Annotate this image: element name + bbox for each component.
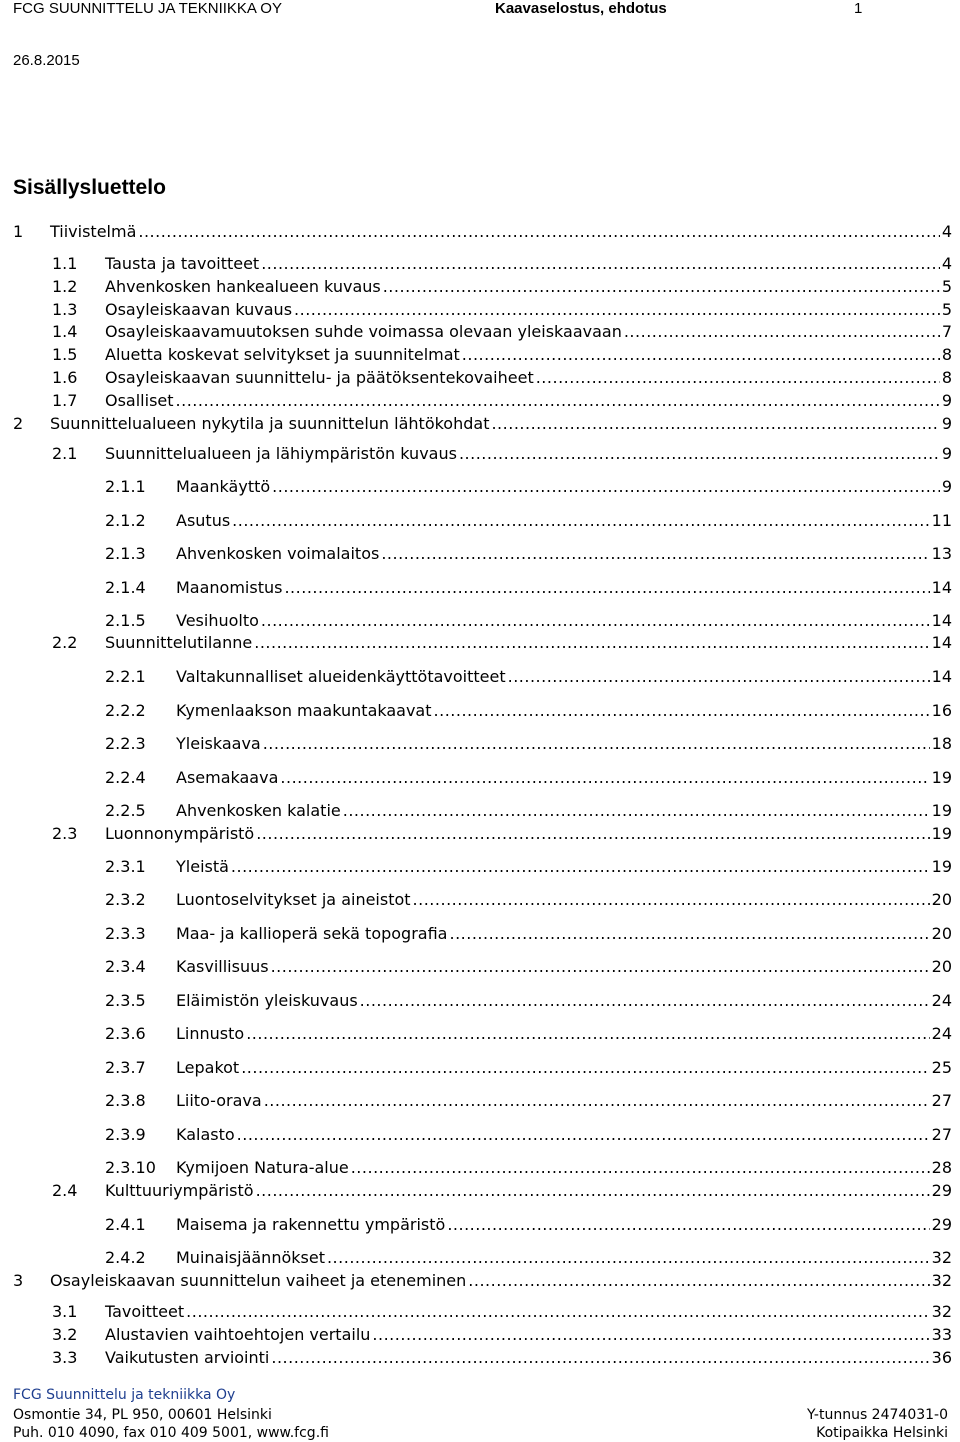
toc-entry-number: 1.3 [52,300,78,319]
header-page-number: 1 [854,0,863,17]
toc-entry-page: 27 [931,1091,952,1110]
toc-entry[interactable] [105,701,952,721]
toc-entry[interactable] [52,368,952,388]
header-document-title: Kaavaselostus, ehdotus [495,0,667,17]
toc-entry[interactable] [52,254,952,274]
toc-entry-number: 1.4 [52,322,78,341]
toc-entry-number: 2.3.4 [105,957,146,976]
toc-entry-title[interactable]: Aluetta koskevat selvitykset ja suunnitelmat [105,345,460,364]
toc-entry-page: 4 [941,222,952,241]
toc-dot-leader [176,391,940,411]
toc-dot-leader [271,1348,929,1368]
toc-entry[interactable] [105,667,952,687]
toc-entry-title[interactable]: Osayleiskaavamuutoksen suhde voimassa olevaan yleiskaavaan [105,322,622,341]
toc-dot-leader [254,633,929,653]
toc-entry[interactable] [105,1024,952,1044]
toc-entry-title[interactable]: Luonnonympäristö [105,824,255,843]
toc-entry-number: 3.1 [52,1302,78,1321]
toc-entry-number: 2.3 [52,824,78,843]
toc-dot-leader [264,1091,930,1111]
toc-entry-page: 32 [931,1271,952,1290]
toc-entry[interactable] [105,957,952,977]
toc-entry-number: 1 [13,222,24,241]
toc-entry[interactable] [105,1158,952,1178]
toc-entry-number: 2.3.6 [105,1024,146,1043]
toc-entry-number: 2.3.7 [105,1058,146,1077]
toc-entry-number: 2.3.8 [105,1091,146,1110]
toc-dot-leader [491,414,939,434]
toc-entry-page: 14 [931,667,952,686]
toc-entry-page: 29 [931,1215,952,1234]
toc-dot-leader [351,1158,930,1178]
toc-dot-leader [263,734,930,754]
toc-entry[interactable] [105,1248,952,1268]
toc-dot-leader [468,1271,929,1291]
toc-entry-number: 2.2.4 [105,768,146,787]
toc-dot-leader [434,701,930,721]
toc-entry-number: 1.6 [52,368,78,387]
toc-entry[interactable] [105,1091,952,1111]
header-company: FCG SUUNNITTELU JA TEKNIIKKA OY [13,0,282,17]
toc-entry-page: 20 [931,957,952,976]
toc-entry[interactable] [105,1058,952,1078]
toc-entry-title[interactable]: Ahvenkosken hankealueen kuvaus [105,277,381,296]
toc-entry-title[interactable]: Tavoitteet [105,1302,185,1321]
toc-entry-page: 8 [941,345,952,364]
toc-entry-number: 3 [13,1271,24,1290]
toc-entry[interactable] [105,924,952,944]
toc-dot-leader [186,1302,930,1322]
toc-dot-leader [272,477,940,497]
footer-business-id: Y-tunnus 2474031-0 [807,1407,948,1423]
toc-entry-title[interactable]: Tausta ja tavoitteet [105,254,260,273]
toc-entry-title[interactable]: Osayleiskaavan suunnittelu- ja päätöksentekovaiheet [105,368,534,387]
toc-dot-leader [284,578,929,598]
footer-domicile: Kotipaikka Helsinki [816,1425,948,1441]
toc-entry[interactable] [13,1271,952,1291]
toc-entry-title[interactable]: Kalasto [176,1125,235,1144]
toc-entry-title[interactable]: Yleiskaava [176,734,261,753]
toc-entry-number: 2.2 [52,633,78,652]
toc-entry[interactable] [105,734,952,754]
toc-entry-page: 20 [931,890,952,909]
toc-entry[interactable] [105,801,952,821]
toc-entry-page: 27 [931,1125,952,1144]
toc-entry-number: 2.4.2 [105,1248,146,1267]
toc-entry[interactable] [52,1348,952,1368]
toc-entry-title[interactable]: Osayleiskaavan kuvaus [105,300,293,319]
toc-dot-leader [261,254,940,274]
toc-entry-page: 5 [941,277,952,296]
toc-entry-number: 1.5 [52,345,78,364]
toc-dot-leader [449,924,929,944]
toc-dot-leader [271,957,930,977]
toc-entry-page: 16 [931,701,952,720]
toc-dot-leader [343,801,930,821]
toc-entry-page: 19 [931,857,952,876]
toc-entry-page: 5 [941,300,952,319]
toc-dot-leader [280,768,929,788]
toc-entry-number: 2.2.5 [105,801,146,820]
toc-entry-title[interactable]: Osalliset [105,391,174,410]
toc-entry[interactable] [105,768,952,788]
toc-entry-page: 7 [941,322,952,341]
toc-entry-number: 2.2.2 [105,701,146,720]
toc-entry-title[interactable]: Vaikutusten arviointi [105,1348,270,1367]
toc-entry-title[interactable]: Ahvenkosken kalatie [176,801,341,820]
toc-entry-title[interactable]: Suunnittelualueen nykytila ja suunnittelun lähtökohdat [50,414,490,433]
toc-dot-leader [383,277,940,297]
toc-entry[interactable] [52,345,952,365]
toc-entry[interactable] [52,824,952,844]
toc-entry-page: 9 [941,477,952,496]
toc-dot-leader [246,1024,929,1044]
toc-entry-title[interactable]: Liito-orava [176,1091,262,1110]
toc-entry[interactable] [105,857,952,877]
toc-entry-title[interactable]: Kymenlaakson maakuntakaavat [176,701,432,720]
toc-entry[interactable] [105,611,952,631]
toc-entry-number: 2.3.2 [105,890,146,909]
toc-entry[interactable] [13,222,952,242]
toc-entry-title[interactable]: Valtakunnalliset alueidenkäyttötavoitteet [176,667,506,686]
toc-title: Sisällysluettelo [13,176,166,199]
toc-dot-leader [231,857,930,877]
footer-company: FCG Suunnittelu ja tekniikka Oy [13,1387,236,1403]
toc-entry-title[interactable]: Asemakaava [176,768,279,787]
toc-dot-leader [138,222,939,242]
toc-entry-page: 32 [931,1302,952,1321]
toc-entry-page: 4 [941,254,952,273]
toc-entry[interactable] [52,300,952,320]
toc-entry-number: 2.3.3 [105,924,146,943]
toc-dot-leader [294,300,940,320]
toc-entry[interactable] [105,1125,952,1145]
toc-entry-title[interactable]: Maisema ja rakennettu ympäristö [176,1215,446,1234]
toc-dot-leader [372,1325,929,1345]
toc-dot-leader [459,444,940,464]
toc-entry-title[interactable]: Maankäyttö [176,477,271,496]
toc-entry-title[interactable]: Muinaisjäännökset [176,1248,325,1267]
toc-entry[interactable] [52,277,952,297]
toc-entry-number: 2.4 [52,1181,78,1200]
toc-dot-leader [624,322,940,342]
page-header [0,0,960,80]
toc-entry-title[interactable]: Asutus [176,511,231,530]
toc-entry-page: 36 [931,1348,952,1367]
toc-entry-title[interactable]: Vesihuolto [176,611,259,630]
toc-entry[interactable] [105,477,952,497]
toc-entry-number: 2.3.10 [105,1158,156,1177]
toc-entry-page: 8 [941,368,952,387]
toc-entry[interactable] [105,1215,952,1235]
toc-entry-title[interactable]: Alustavien vaihtoehtojen vertailu [105,1325,371,1344]
toc-entry[interactable] [105,511,952,531]
toc-dot-leader [447,1215,929,1235]
toc-entry-number: 2.1 [52,444,78,463]
toc-entry-page: 14 [931,578,952,597]
toc-entry-number: 2.3.1 [105,857,146,876]
toc-entry-number: 2.1.1 [105,477,146,496]
toc-entry-page: 19 [931,768,952,787]
toc-entry-page: 24 [931,1024,952,1043]
toc-entry-title[interactable]: Kulttuuriympäristö [105,1181,254,1200]
toc-entry-title[interactable]: Osayleiskaavan suunnittelun vaiheet ja eteneminen [50,1271,467,1290]
toc-entry[interactable] [105,578,952,598]
toc-entry-number: 2.2.3 [105,734,146,753]
toc-entry-title[interactable]: Linnusto [176,1024,245,1043]
footer-contact: Puh. 010 4090, fax 010 409 5001, www.fcg.fi [13,1425,329,1441]
toc-entry-page: 19 [931,801,952,820]
toc-entry-number: 2.1.5 [105,611,146,630]
toc-dot-leader [261,611,930,631]
toc-entry-page: 13 [931,544,952,563]
toc-entry-number: 2.3.9 [105,1125,146,1144]
toc-entry-page: 9 [941,414,952,433]
toc-entry-title[interactable]: Maa- ja kallioperä sekä topografia [176,924,448,943]
toc-entry-title[interactable]: Yleistä [176,857,229,876]
toc-entry[interactable] [105,544,952,564]
toc-entry[interactable] [52,444,952,464]
toc-entry-number: 1.1 [52,254,78,273]
toc-entry[interactable] [52,1181,952,1201]
toc-entry-title[interactable]: Suunnittelualueen ja lähiympäristön kuvaus [105,444,457,463]
toc-dot-leader [241,1058,929,1078]
toc-entry-number: 1.7 [52,391,78,410]
toc-entry-number: 2.1.4 [105,578,146,597]
toc-entry-title[interactable]: Kasvillisuus [176,957,269,976]
toc-entry[interactable] [105,890,952,910]
page-footer [0,1386,960,1442]
toc-entry-page: 18 [931,734,952,753]
toc-entry-number: 2.2.1 [105,667,146,686]
toc-entry-page: 33 [931,1325,952,1344]
toc-entry-number: 2.1.2 [105,511,146,530]
toc-entry-number: 2.1.3 [105,544,146,563]
toc-dot-leader [237,1125,930,1145]
toc-entry-number: 2.4.1 [105,1215,146,1234]
toc-dot-leader [360,991,930,1011]
toc-entry-title[interactable]: Suunnittelutilanne [105,633,253,652]
toc-entry-title[interactable]: Ahvenkosken voimalaitos [176,544,380,563]
toc-entry-number: 2.3.5 [105,991,146,1010]
toc-entry-page: 24 [931,991,952,1010]
toc-entry-number: 2 [13,414,24,433]
toc-entry-number: 3.3 [52,1348,78,1367]
toc-dot-leader [327,1248,930,1268]
toc-entry-page: 9 [941,391,952,410]
toc-entry-title[interactable]: Tiivistelmä [50,222,137,241]
toc-entry[interactable] [52,391,952,411]
toc-entry-title[interactable]: Kymijoen Natura-alue [176,1158,349,1177]
toc-entry-title[interactable]: Luontoselvitykset ja aineistot [176,890,411,909]
toc-entry-page: 20 [931,924,952,943]
toc-entry-page: 9 [941,444,952,463]
toc-dot-leader [232,511,929,531]
toc-entry-page: 11 [931,511,952,530]
toc-dot-leader [413,890,930,910]
toc-dot-leader [256,1181,930,1201]
toc-entry-page: 14 [931,611,952,630]
footer-address: Osmontie 34, PL 950, 00601 Helsinki [13,1407,272,1423]
toc-dot-leader [256,824,929,844]
header-date: 26.8.2015 [13,52,80,69]
toc-entry-title[interactable]: Lepakot [176,1058,240,1077]
toc-entry[interactable] [13,414,952,434]
toc-entry-title[interactable]: Eläimistön yleiskuvaus [176,991,358,1010]
toc-entry-page: 28 [931,1158,952,1177]
toc-dot-leader [381,544,929,564]
toc-dot-leader [462,345,940,365]
toc-entry[interactable] [52,1325,952,1345]
toc-entry-page: 14 [931,633,952,652]
toc-entry[interactable] [52,322,952,342]
toc-entry-page: 19 [931,824,952,843]
toc-entry-page: 25 [931,1058,952,1077]
toc-entry-page: 32 [931,1248,952,1267]
toc-entry[interactable] [52,1302,952,1322]
toc-entry-number: 3.2 [52,1325,78,1344]
toc-entry-title[interactable]: Maanomistus [176,578,283,597]
toc-entry-number: 1.2 [52,277,78,296]
toc-dot-leader [536,368,940,388]
toc-entry[interactable] [105,991,952,1011]
toc-dot-leader [508,667,930,687]
toc-entry[interactable] [52,633,952,653]
toc-entry-page: 29 [931,1181,952,1200]
